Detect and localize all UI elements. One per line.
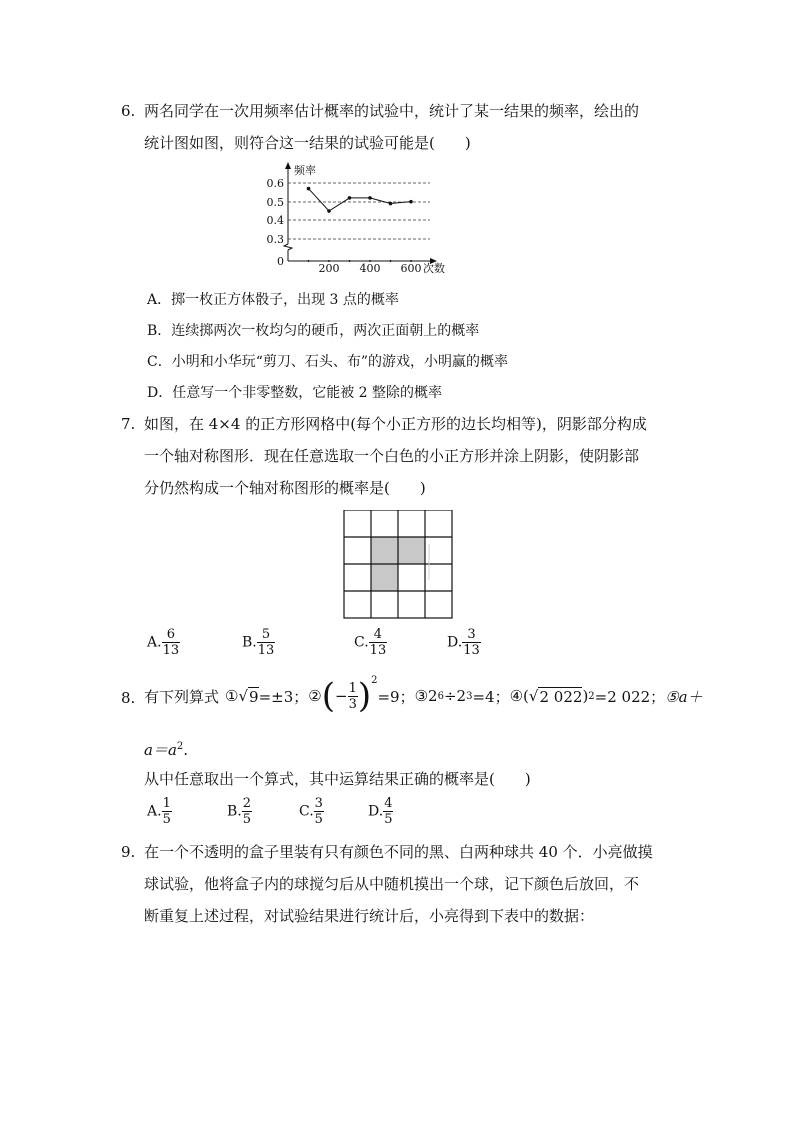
q8-option-b[interactable] [227,796,252,827]
option-fraction: $\frac{1}{5}$ [162,796,171,827]
option-fraction: $\frac{5}{13}$ [257,627,275,658]
expr-5-end: . [183,741,189,759]
series-line [309,189,412,211]
q8-stem-line3: 从中任意取出一个算式，其中运算结果正确的概率是( ) [144,770,531,788]
data-point [389,202,393,206]
expr-2-rest: =9； [377,687,415,706]
data-point [327,209,331,213]
expr-4-close: ) [582,687,589,705]
q6-option-c[interactable]: C．小明和小华玩“剪刀、石头、布”的游戏，小明赢的概率 [147,354,509,370]
x-tick-mark [390,260,392,262]
left-paren: ( [321,676,335,716]
sqrt-symbol: √ [528,687,539,705]
y-axis-label: 频率 [294,164,316,177]
q7-option-d[interactable] [447,627,481,658]
shaded-cell [371,537,398,564]
expr-5-exp: 2 [176,741,184,752]
expr-3-exp2: 3 [466,690,473,702]
q9-stem-line2: 球试验，他将盒子内的球搅匀后从中随机摸出一个球，记下颜色后放回，不 [144,875,640,893]
expr-2-exponent: 2 [371,675,378,686]
option-letter: C. [299,803,314,820]
expr-3-exp1: 6 [437,690,444,702]
option-letter: D. [368,803,384,820]
x-tick-label: 200 [318,262,340,275]
q8-intro: 有下列算式 [144,687,220,706]
option-fraction: $\frac{3}{13}$ [463,627,480,658]
q7-stem-line2: 一个轴对称图形．现在任意选取一个白色的小正方形并涂上阴影，使阴影部 [144,447,640,465]
q8-option-a[interactable] [147,796,172,827]
expr-4-mark: ④( [509,687,529,705]
option-fraction: $\frac{4}{13}$ [369,627,387,658]
expr-4-exp: 2 [588,690,595,702]
q6-option-d[interactable]: D．任意写一个非零整数，它能被 2 整除的概率 [147,385,443,401]
q7-option-a[interactable] [147,627,180,658]
expr-3-mark: ③2 [414,687,438,705]
expr-1-radicand: 9 [249,687,259,706]
option-fraction: $\frac{6}{13}$ [162,627,180,658]
q9-stem-line1: 在一个不透明的盒子里装有只有颜色不同的黑、白两种球共 40 个．小亮做摸 [144,843,653,861]
y-tick-label: 0.3 [266,233,284,246]
expr-4-radicand: 2 022 [539,687,583,706]
option-letter: D. [447,634,463,651]
data-point [307,187,311,191]
expr-1-rest: =±3； [258,687,309,706]
option-fraction: $\frac{4}{5}$ [384,796,393,827]
sqrt-symbol: √ [238,687,249,705]
q6-option-b[interactable]: B．连续掷两次一枚均匀的硬币，两次正面朝上的概率 [147,323,480,339]
y-tick-label: 0.6 [266,177,284,190]
q7-option-c[interactable] [354,627,387,658]
q6-frequency-chart [262,160,462,280]
q9-number: 9. [121,843,136,861]
option-letter: B. [227,803,242,820]
q7-grid-figure [342,510,458,622]
x-axis-label: 次数 [423,262,445,275]
q7-stem-line3: 分仍然构成一个轴对称图形的概率是( ) [144,479,426,497]
axis-break-mark [284,244,292,250]
q8-expression-line2 [144,737,188,760]
option-letter: B. [242,634,257,651]
option-letter: C. [354,634,369,651]
y-tick-label: 0 [277,255,284,268]
shaded-cell [371,564,398,591]
y-tick-label: 0.5 [266,196,284,209]
data-point [368,196,372,200]
data-point [348,196,352,200]
shaded-cell [398,537,425,564]
q8-number: 8. [121,689,136,707]
option-letter: A. [147,803,162,820]
q7-option-b[interactable] [242,627,275,658]
x-tick-label: 600 [400,262,422,275]
q6-stem-line2: 统计图如图，则符合这一结果的试验可能是( ) [144,134,471,152]
q6-stem-line1: 两名同学在一次用频率估计概率的试验中，统计了某一结果的频率，绘出的 [144,102,640,120]
expr-1-mark: ① [225,687,239,705]
x-tick-mark [349,260,351,262]
q9-stem-line3: 断重复上述过程，对试验结果进行统计后，小亮得到下表中的数据： [144,907,595,925]
expr-2-fraction: $\frac{1}{3}$ [348,680,357,712]
q6-option-a[interactable]: A．掷一枚正方体骰子，出现 3 点的概率 [147,292,399,308]
q6-number: 6. [121,102,136,120]
expr-2-mark: ② [308,687,322,705]
expr-5-mark: ⑤a＋ [665,687,703,706]
x-tick-mark [369,260,371,262]
x-tick-mark [308,260,310,262]
expr-3-rest: =4； [472,687,510,706]
y-axis-arrow [285,162,291,169]
data-point [409,200,413,204]
x-tick-label: 400 [359,262,381,275]
x-tick-mark [328,260,330,262]
option-letter: A. [147,634,162,651]
option-fraction: $\frac{3}{5}$ [314,796,323,827]
y-tick-label: 0.4 [266,214,284,227]
q8-expression-line [144,671,703,721]
right-paren: ) [357,676,372,716]
expr-3-mid: ÷2 [443,687,467,705]
q8-option-d[interactable] [368,796,393,827]
expr-5-body: a＝a [144,741,177,759]
expr-2-minus: − [334,687,348,705]
x-tick-mark [410,260,412,262]
q8-option-c[interactable] [299,796,324,827]
q7-number: 7. [121,415,136,433]
option-fraction: $\frac{2}{5}$ [242,796,252,827]
expr-4-rest: =2 022； [594,687,666,706]
q7-stem-line1: 如图，在 4×4 的正方形网格中(每个小正方形的边长均相等)，阴影部分构成 [144,415,647,433]
